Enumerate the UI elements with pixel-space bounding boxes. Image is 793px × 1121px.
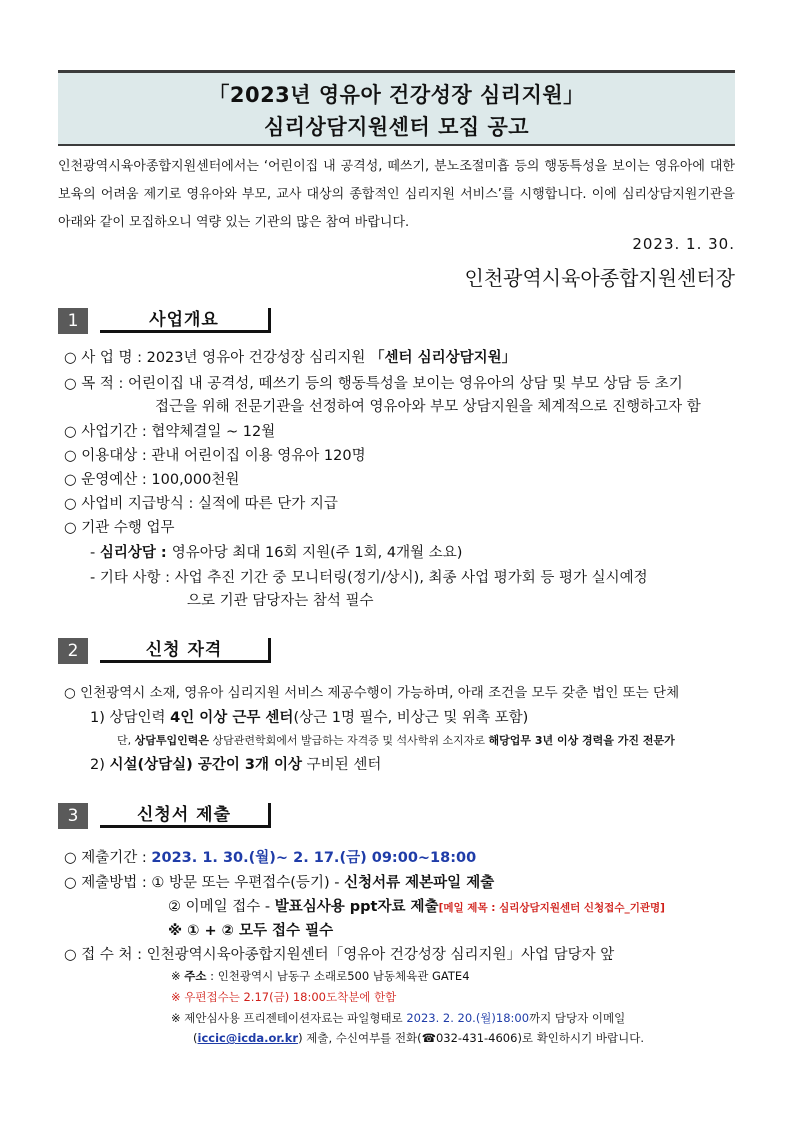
s3-method-2-label: ② 이메일 접수 - bbox=[168, 899, 275, 915]
s3-method-2-note: [메일 제목 : 심리상담지원센터 신청접수_기관명] bbox=[438, 902, 665, 914]
s3-period-label: ○ 제출기간 : bbox=[64, 850, 152, 866]
issuer-name: 인천광역시육아종합지원센터장 bbox=[464, 266, 735, 290]
s2-req-facility-num: 2) bbox=[90, 757, 110, 773]
s1-project-name-highlight: 「센터 심리상담지원」 bbox=[370, 350, 517, 366]
s1-task-other: - 기타 사항 : 사업 추진 기간 중 모니터링(정기/상시), 최종 사업 평가회 등 평가 실시예정 bbox=[90, 570, 648, 586]
s3-period bbox=[64, 846, 476, 867]
s2-req-staff bbox=[90, 706, 528, 727]
s1-task-counseling-detail: 영유아당 최대 16회 지원(주 1회, 4개월 소요) bbox=[171, 545, 463, 561]
s2-req-facility bbox=[90, 753, 381, 774]
s2-req-note-a: 단, bbox=[117, 734, 135, 747]
s1-budget: ○ 운영예산 : 100,000천원 bbox=[64, 472, 240, 488]
s1-payment: ○ 사업비 지급방식 : 실적에 따른 단가 지급 bbox=[64, 496, 338, 512]
s3-address bbox=[171, 968, 470, 984]
title-line-2: 심리상담지원센터 모집 공고 bbox=[263, 115, 530, 139]
s1-task-counseling-label: 심리상담 : bbox=[99, 545, 172, 561]
s2-req-staff-detail: (상근 1명 필수, 비상근 및 위촉 포함) bbox=[293, 710, 529, 726]
s3-address-mark: ※ bbox=[171, 969, 185, 983]
s2-req-staff-bold: 4인 이상 근무 센터 bbox=[170, 710, 294, 726]
section-1-number: 1 bbox=[58, 308, 88, 334]
s3-email-paren-open: ( bbox=[193, 1031, 198, 1045]
s3-mail-deadline: ※ 우편접수는 2.17(금) 18:00도착분에 한함 bbox=[171, 990, 397, 1004]
s1-purpose: ○ 목 적 : 어린이집 내 공격성, 떼쓰기 등의 행동특성을 보이는 영유아의 상담 및 부모 상담 등 초기 bbox=[64, 376, 683, 392]
s3-presentation-note-c: 까지 담당자 이메일 bbox=[529, 1011, 626, 1025]
s3-method-1-bold: 신청서류 제본파일 제출 bbox=[344, 875, 495, 891]
s1-project-name-label: ○ 사 업 명 : 2023년 영유아 건강성장 심리지원 bbox=[64, 350, 371, 366]
title-box bbox=[58, 70, 735, 146]
s2-req-note-c: 상담관련학회에서 발급하는 자격증 및 석사학위 소지자로 bbox=[209, 734, 489, 747]
s3-method-1 bbox=[64, 871, 494, 892]
s2-req-facility-bold: 시설(상담실) 공간이 3개 이상 bbox=[109, 757, 303, 773]
s1-task-other-cont: 으로 기관 담당자는 참석 필수 bbox=[187, 593, 374, 609]
s2-eligibility: ○ 인천광역시 소재, 영유아 심리지원 서비스 제공수행이 가능하며, 아래 조건을 모두 갖춘 법인 또는 단체 bbox=[64, 685, 680, 701]
s3-address-value: : 인천광역시 남동구 소래로500 남동체육관 GATE4 bbox=[206, 969, 470, 983]
s3-address-label: 주소 bbox=[184, 969, 207, 983]
s3-method-2 bbox=[168, 895, 665, 916]
s1-task-counseling-dash: - bbox=[90, 545, 100, 561]
section-3-number: 3 bbox=[58, 803, 88, 829]
s1-project-name bbox=[64, 346, 516, 367]
s1-purpose-cont: 접근을 위해 전문기관을 선정하여 영유아와 부모 상담지원을 체계적으로 진행하고자 함 bbox=[155, 399, 701, 415]
intro-paragraph: 인천광역시육아종합지원센터에서는 ‘어린이집 내 공격성, 떼쓰기, 분노조절미흡 등의 행동특성을 보이는 영유아에 대한 보육의 어려움 제기로 영유아와 부모, 교사 대상의 종합적인 심리지원 서비스’를 시행합니다. 이에 심리상담지원기관을 아래와 같이 모집하오니 역량 있는 기관의 많은 참여 바랍니다. bbox=[58, 159, 735, 230]
s3-recipient: ○ 접 수 처 : 인천광역시육아종합지원센터「영유아 건강성장 심리지원」사업 담당자 앞 bbox=[64, 947, 615, 963]
s3-email-link[interactable]: iccic@icda.or.kr bbox=[197, 1031, 299, 1045]
s1-task-counseling bbox=[90, 541, 462, 562]
s2-req-staff-label: 1) 상담인력 bbox=[90, 710, 171, 726]
s3-method-2-bold: 발표심사용 ppt자료 제출 bbox=[274, 899, 439, 915]
announcement-date: 2023. 1. 30. bbox=[632, 235, 735, 253]
section-2-title: 신청 자격 bbox=[100, 638, 271, 663]
s3-email-line bbox=[193, 1030, 644, 1046]
title-line-1: 「2023년 영유아 건강성장 심리지원」 bbox=[208, 83, 585, 107]
section-2-number: 2 bbox=[58, 638, 88, 664]
s1-tasks: ○ 기관 수행 업무 bbox=[64, 520, 175, 536]
s1-period: ○ 사업기간 : 협약체결일 ~ 12월 bbox=[64, 424, 276, 440]
s3-presentation-deadline: 2023. 2. 20.(월)18:00 bbox=[406, 1011, 530, 1025]
s3-period-value: 2023. 1. 30.(월)~ 2. 17.(금) 09:00~18:00 bbox=[151, 850, 477, 866]
s3-presentation-note bbox=[171, 1010, 625, 1026]
s3-presentation-note-a: ※ 제안심사용 프리젠테이션자료는 파일형태로 bbox=[171, 1011, 407, 1025]
s3-email-rest: ) 제출, 수신여부를 전화(☎032-431-4606)로 확인하시기 바랍니다. bbox=[298, 1031, 644, 1045]
s3-method-1-label: ○ 제출방법 : ① 방문 또는 우편접수(등기) - bbox=[64, 875, 345, 891]
s2-req-note-b: 상담투입인력은 bbox=[134, 734, 210, 747]
s2-req-note bbox=[117, 732, 675, 748]
section-1-title: 사업개요 bbox=[100, 308, 271, 333]
section-3-title: 신청서 제출 bbox=[100, 803, 271, 828]
s3-method-required: ※ ① + ② 모두 접수 필수 bbox=[168, 923, 334, 939]
s2-req-note-d: 해당업무 3년 이상 경력을 가진 전문가 bbox=[488, 734, 675, 747]
s1-target: ○ 이용대상 : 관내 어린이집 이용 영유아 120명 bbox=[64, 448, 366, 464]
s2-req-facility-rest: 구비된 센터 bbox=[302, 757, 382, 773]
